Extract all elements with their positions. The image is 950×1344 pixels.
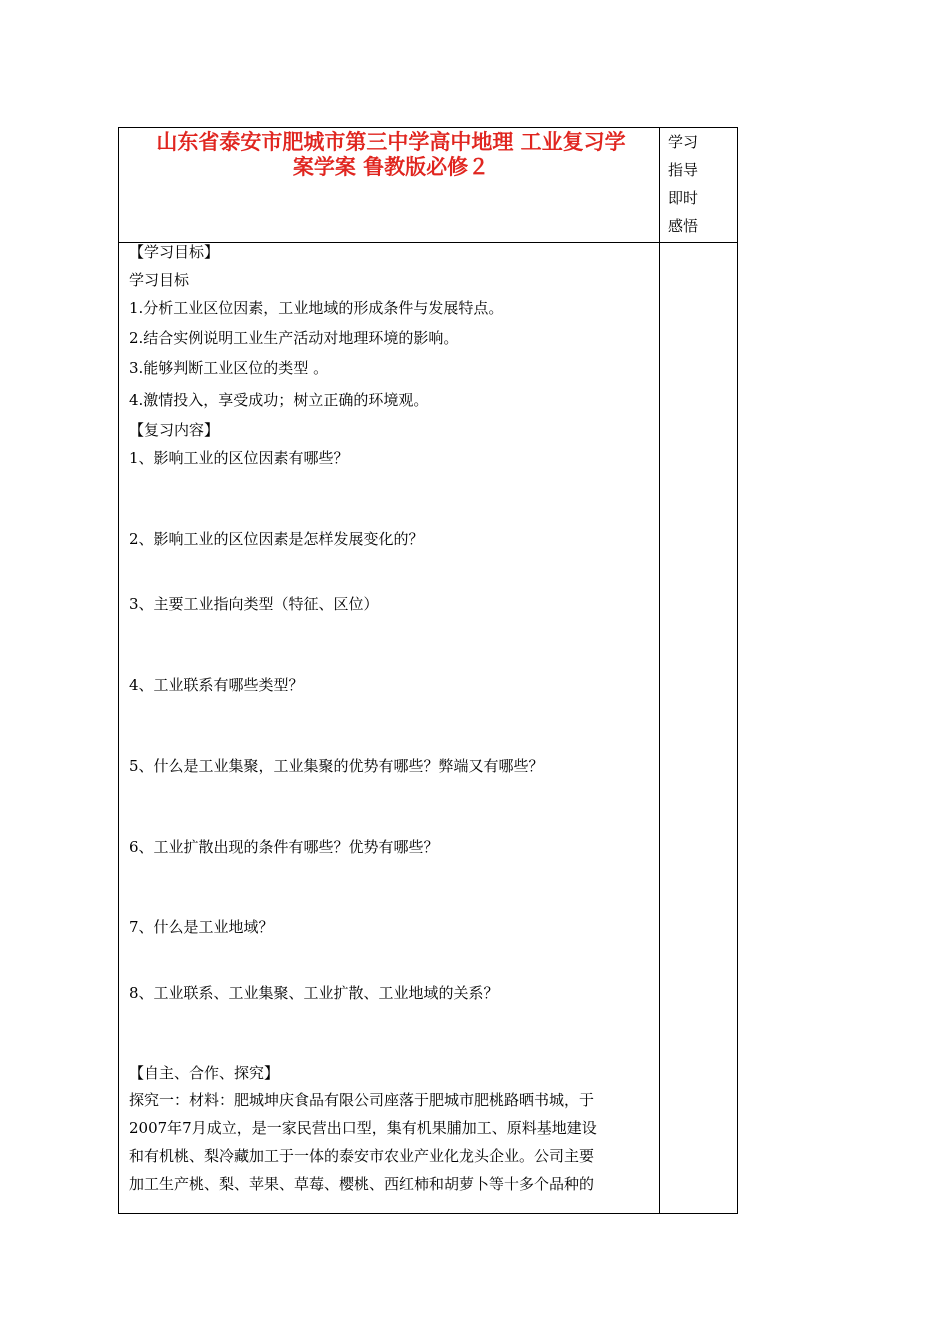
- goal-item: 2.结合实例说明工业生产活动对地理环境的影响。: [129, 329, 459, 347]
- review-question: 1、影响工业的区位因素有哪些？: [129, 449, 349, 467]
- study-plan-table: [118, 127, 738, 1214]
- review-question: 2、影响工业的区位因素是怎样发展变化的？: [129, 530, 424, 548]
- section-heading-explore: 【自主、合作、探究】: [129, 1064, 280, 1082]
- explore-line: 和有机桃、梨冷藏加工于一体的泰安市农业产业化龙头企业。公司主要: [129, 1147, 595, 1165]
- review-question: 4、工业联系有哪些类型？: [129, 676, 304, 694]
- side-header-line: 即时: [668, 189, 699, 207]
- review-question: 7、什么是工业地域？: [129, 918, 274, 936]
- review-question: 5、什么是工业集聚，工业集聚的优势有哪些？弊端又有哪些？: [129, 757, 544, 775]
- goal-item: 1.分析工业区位因素，工业地域的形成条件与发展特点。: [129, 299, 504, 317]
- review-question: 3、主要工业指向类型（特征、区位）: [129, 595, 379, 613]
- goals-label: 学习目标: [129, 271, 190, 289]
- review-question: 8、工业联系、工业集聚、工业扩散、工业地域的关系？: [129, 984, 499, 1002]
- column-divider: [659, 128, 660, 1213]
- document-title: [133, 130, 649, 180]
- side-header-line: 指导: [668, 161, 699, 179]
- goal-item: 3.能够判断工业区位的类型 。: [129, 359, 329, 377]
- side-column-header: [668, 128, 728, 240]
- explore-line: 探究一：材料：肥城坤庆食品有限公司座落于肥城市肥桃路晒书城，于: [129, 1091, 595, 1109]
- section-heading-goals: 【学习目标】: [129, 243, 220, 261]
- title-line-2: 案学案 鲁教版必修２: [292, 155, 490, 179]
- goal-item: 4.激情投入，享受成功；树立正确的环境观。: [129, 391, 429, 409]
- section-heading-review: 【复习内容】: [129, 421, 220, 439]
- title-line-1: 山东省泰安市肥城市第三中学高中地理 工业复习学: [156, 130, 626, 154]
- explore-paragraph: [129, 1086, 653, 1198]
- explore-line: 加工生产桃、梨、苹果、草莓、樱桃、西红柿和胡萝卜等十多个品种的: [129, 1175, 595, 1193]
- review-question: 6、工业扩散出现的条件有哪些？优势有哪些？: [129, 838, 439, 856]
- explore-line: 2007年7月成立，是一家民营出口型，集有机果脯加工、原料基地建设: [129, 1119, 597, 1137]
- side-header-line: 学习: [668, 133, 699, 151]
- side-header-line: 感悟: [668, 217, 699, 235]
